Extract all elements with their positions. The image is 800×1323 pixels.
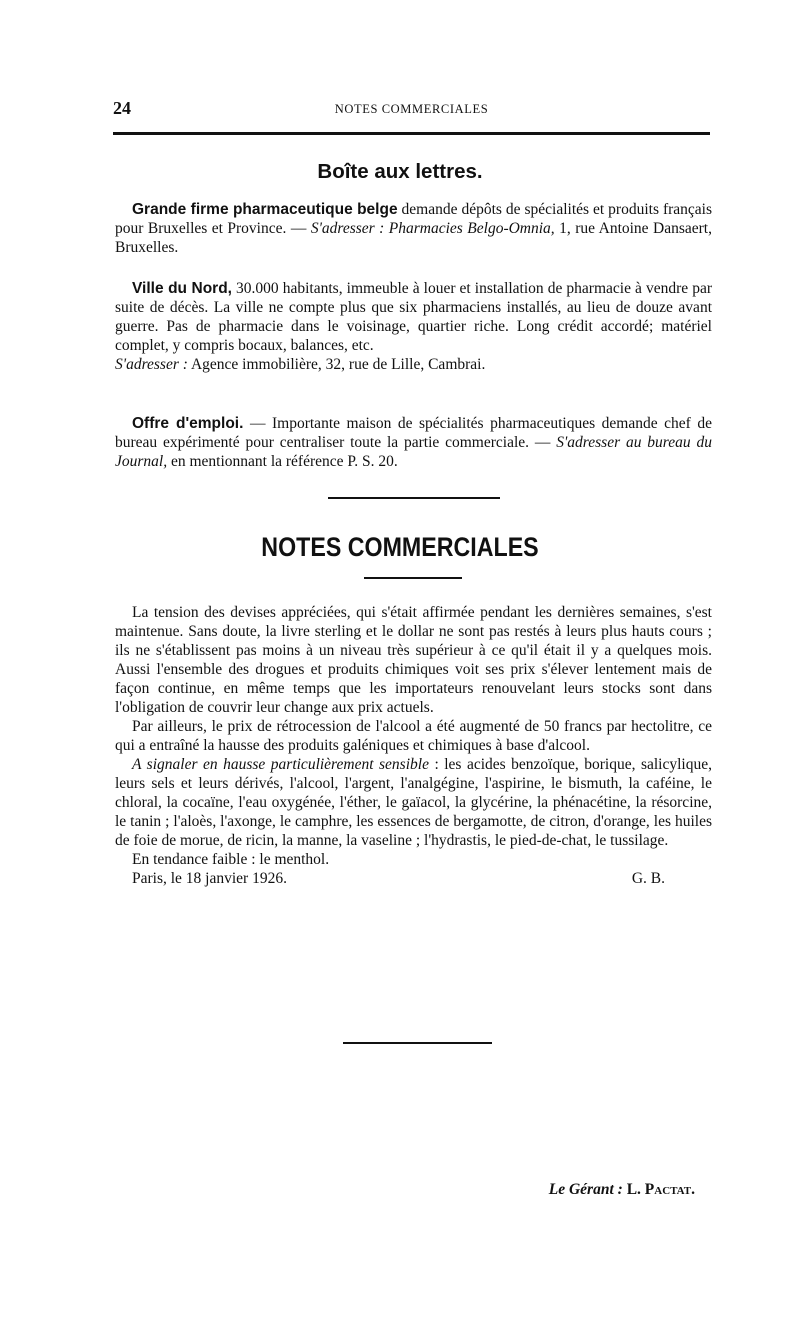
- notes-paragraph-1: La tension des devises appréciées, qui s'était affirmée pendant les dernières semaines, s'est maintenue. Sans doute, la livre sterling et le dollar ne sont pas restés à leurs plus hauts cours ; ils ne s'établissent pas moins à un niveau très supérieur à ce qu'il était il y a quelques mois. Aussi l'ensemble des drogues et produits chimiques voit ses prix s'élever lentement mais de façon continue, en même temps que les importateurs renouvelant leurs stocks sont dans l'obligation de couvrir leur change aux prix actuels.: [115, 604, 712, 716]
- ad2-contact-italic: S'adresser :: [115, 356, 188, 373]
- notes-paragraph-4: En tendance faible : le menthol.: [132, 851, 330, 868]
- ad1-text: demande dépôts de spécialités et produits français pour Bruxelles et Province. —: [115, 201, 712, 237]
- ad3-contact-rest: en mentionnant la référence P. S. 20.: [167, 453, 398, 470]
- footer-name: L. Pactat.: [626, 1181, 695, 1198]
- notes-body: [115, 603, 712, 888]
- header-rule: [113, 132, 710, 135]
- ad3-lead: Offre d'emploi.: [132, 415, 244, 432]
- ad1-contact-rest: 1, rue Antoine Dansaert, Bruxelles.: [115, 220, 712, 256]
- classified-ad-2: [115, 279, 712, 374]
- classified-ad-3: [115, 414, 712, 471]
- section-divider: [328, 497, 500, 499]
- ad3-contact-italic: S'adresser au bureau du Journal,: [115, 434, 712, 470]
- ad1-contact-italic: S'adresser : Pharmacies Belgo-Omnia,: [310, 220, 555, 237]
- ad3-text: — Importante maison de spécialités pharmaceutiques demande chef de bureau expérimenté pour centraliser toute la partie commerciale. —: [115, 415, 712, 451]
- page-header: [113, 98, 710, 120]
- running-head: NOTES COMMERCIALES: [334, 102, 489, 116]
- notes-initials: G. B.: [631, 870, 665, 887]
- end-divider: [343, 1042, 492, 1044]
- heading-underline: [364, 577, 462, 579]
- ad2-contact-rest: Agence immobilière, 32, rue de Lille, Cambrai.: [187, 356, 486, 373]
- notes-paragraph-2: Par ailleurs, le prix de rétrocession de l'alcool a été augmenté de 50 francs par hectolitre, ce qui a entraîné la hausse des produits galéniques et chimiques à base d'alcool.: [115, 718, 712, 754]
- notes-paragraph-3: [115, 755, 712, 850]
- footer-signature: [549, 1181, 695, 1199]
- notes-paragraph-3-italic: A signaler en hausse particulièrement sensible: [132, 756, 429, 773]
- ad2-lead: Ville du Nord,: [132, 280, 232, 297]
- notes-date: Paris, le 18 janvier 1926.: [132, 870, 287, 887]
- ad2-text: 30.000 habitants, immeuble à louer et installation de pharmacie à vendre par suite de décès. La ville ne compte plus que six pharmaciens installés, au lieu de douze avant guerre. Pas de pharmacie dans le voisinage, quartier riche. Long crédit accordé; matériel complet, y compris bocaux, balances, etc.: [115, 280, 712, 354]
- ad1-lead: Grande firme pharmaceutique belge: [132, 201, 398, 218]
- signature-row: [115, 869, 712, 888]
- classified-ad-1: [115, 200, 712, 257]
- page-number: 24: [113, 98, 131, 118]
- footer-role: Le Gérant :: [548, 1181, 623, 1198]
- mailbox-title: Boîte aux lettres.: [317, 160, 483, 183]
- notes-paragraph-3-rest: : les acides benzoïque, borique, salicylique, leurs sels et leurs dérivés, l'alcool, l'argent, l'analgégine, l'aspirine, le bismuth, la caféine, le chloral, la cocaïne, l'eau oxygénée, l'éther, le gaïacol, la glycérine, la phénacétine, la résorcine, le tanin ; l'aloès, l'axonge, le camphre, les essences de bergamotte, de citron, d'orange, les huiles de foie de morue, de ricin, la manne, la vaseline ; l'hydrastis, le pied-de-chat, le tussilage.: [115, 756, 712, 849]
- notes-heading: NOTES COMMERCIALES: [261, 532, 539, 562]
